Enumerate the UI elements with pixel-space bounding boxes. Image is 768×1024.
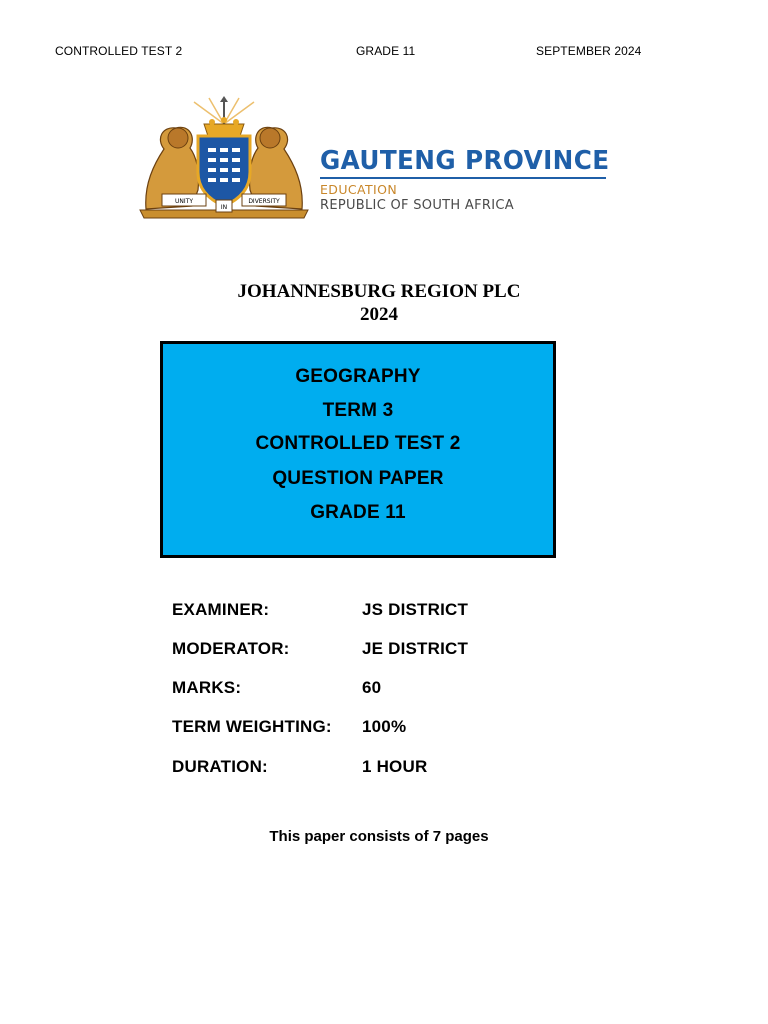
examiner-label: EXAMINER: [172,600,270,619]
weighting-label: TERM WEIGHTING: [172,717,332,736]
paper-type: QUESTION PAPER [272,468,444,489]
province-wordmark [320,148,625,213]
subject-title: GEOGRAPHY [295,366,421,387]
department-name: EDUCATION [320,182,398,197]
province-name: GAUTENG PROVINCE [320,146,610,176]
weighting-value: 100% [362,717,407,736]
marks-value: 60 [362,678,382,697]
duration-value: 1 HOUR [362,757,428,776]
motto-diversity: DIVERSITY [248,198,280,205]
header-date: SEPTEMBER 2024 [536,44,642,58]
region-heading [0,280,758,326]
coat-of-arms-icon [134,94,314,224]
motto-unity: UNITY [175,198,193,205]
region-name: JOHANNESBURG REGION PLC [237,281,521,302]
page-count-note: This paper consists of 7 pages [269,828,489,845]
title-box [160,341,556,558]
header-test-name: CONTROLLED TEST 2 [55,44,183,58]
province-underline [320,177,606,179]
examiner-value: JS DISTRICT [362,600,469,619]
moderator-label: MODERATOR: [172,639,290,658]
country-name: REPUBLIC OF SOUTH AFRICA [320,198,514,213]
test-title: CONTROLLED TEST 2 [255,433,461,454]
header-grade: GRADE 11 [356,44,416,58]
region-year: 2024 [360,304,398,325]
moderator-value: JE DISTRICT [362,639,469,658]
motto-in: IN [220,204,228,211]
term-title: TERM 3 [322,400,394,421]
grade-title: GRADE 11 [310,502,406,523]
marks-label: MARKS: [172,678,242,697]
duration-label: DURATION: [172,757,268,776]
